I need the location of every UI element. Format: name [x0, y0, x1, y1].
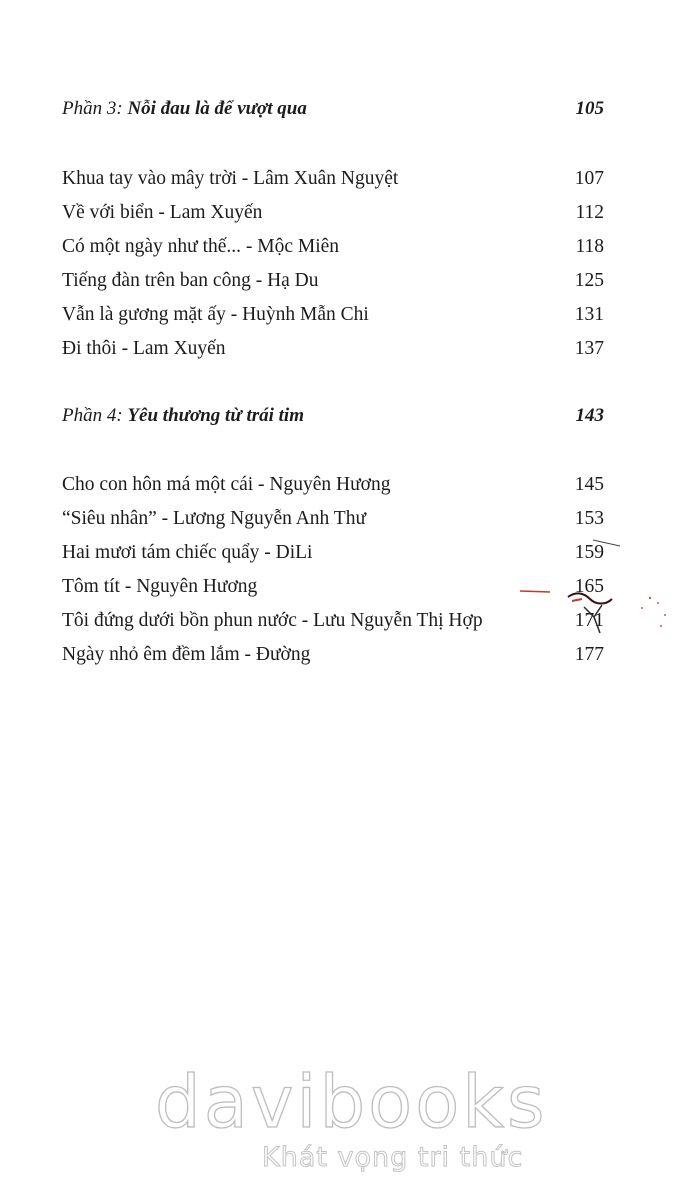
section-page-number: 143	[575, 405, 604, 426]
section-page-number: 105	[575, 98, 604, 119]
toc-entry-page: 125	[574, 270, 604, 291]
toc-entry-page: 153	[574, 508, 604, 529]
toc-entry-page: 177	[574, 644, 604, 665]
toc-entry	[62, 638, 604, 672]
section-prefix: Phần 3:	[62, 98, 128, 119]
section-prefix: Phần 4:	[62, 405, 128, 426]
toc-entry-page: 165	[574, 576, 604, 597]
toc-entry-title: Tôm tít - Nguyên Hương	[62, 576, 258, 597]
toc-entry-page: 171	[574, 610, 604, 631]
toc-entry	[62, 196, 604, 230]
toc-entry-title: Tiếng đàn trên ban công - Hạ Du	[62, 270, 319, 291]
toc-entry-page: 112	[575, 202, 604, 223]
toc-entry-page: 131	[574, 304, 604, 325]
toc-entry	[62, 298, 604, 332]
toc-entry	[62, 264, 604, 298]
toc-entry-title: Tôi đứng dưới bồn phun nước - Lưu Nguyễn Thị Hợp	[62, 610, 483, 631]
watermark-brand: davibooks	[155, 1060, 548, 1144]
toc-entry	[62, 230, 604, 264]
toc-entry-page: 145	[574, 474, 604, 495]
toc-entry-page: 137	[574, 338, 604, 359]
toc-entry	[62, 162, 604, 196]
toc-section-4-heading	[62, 405, 604, 427]
toc-entry-title: “Siêu nhân” - Lương Nguyễn Anh Thư	[62, 508, 367, 529]
toc-entry-title: Khua tay vào mây trời - Lâm Xuân Nguyệt	[62, 168, 399, 189]
toc-section-3-heading	[62, 98, 604, 120]
watermark-tagline: Khát vọng tri thức	[262, 1142, 524, 1173]
toc-entry-title: Đi thôi - Lam Xuyến	[62, 338, 226, 359]
toc-entry-title: Hai mươi tám chiếc quẩy - DiLi	[62, 542, 313, 563]
ink-mark-scribble	[510, 525, 680, 640]
toc-entry-title: Về với biển - Lam Xuyến	[62, 202, 263, 223]
toc-entry-title: Có một ngày như thế... - Mộc Miên	[62, 236, 340, 257]
toc-entry-title: Ngày nhỏ êm đềm lắm - Đường	[62, 644, 311, 665]
toc-entry-page: 159	[574, 542, 604, 563]
toc-entry-title: Cho con hôn má một cái - Nguyên Hương	[62, 474, 391, 495]
toc-section-3-list	[62, 162, 604, 366]
toc-entry-title: Vẫn là gương mặt ấy - Huỳnh Mẫn Chi	[62, 304, 369, 325]
section-title: Nỗi đau là để vượt qua	[127, 98, 307, 119]
section-title: Yêu thương từ trái tim	[127, 405, 304, 426]
toc-entry	[62, 468, 604, 502]
toc-entry-page: 107	[574, 168, 604, 189]
toc-entry	[62, 332, 604, 366]
toc-entry-page: 118	[575, 236, 604, 257]
